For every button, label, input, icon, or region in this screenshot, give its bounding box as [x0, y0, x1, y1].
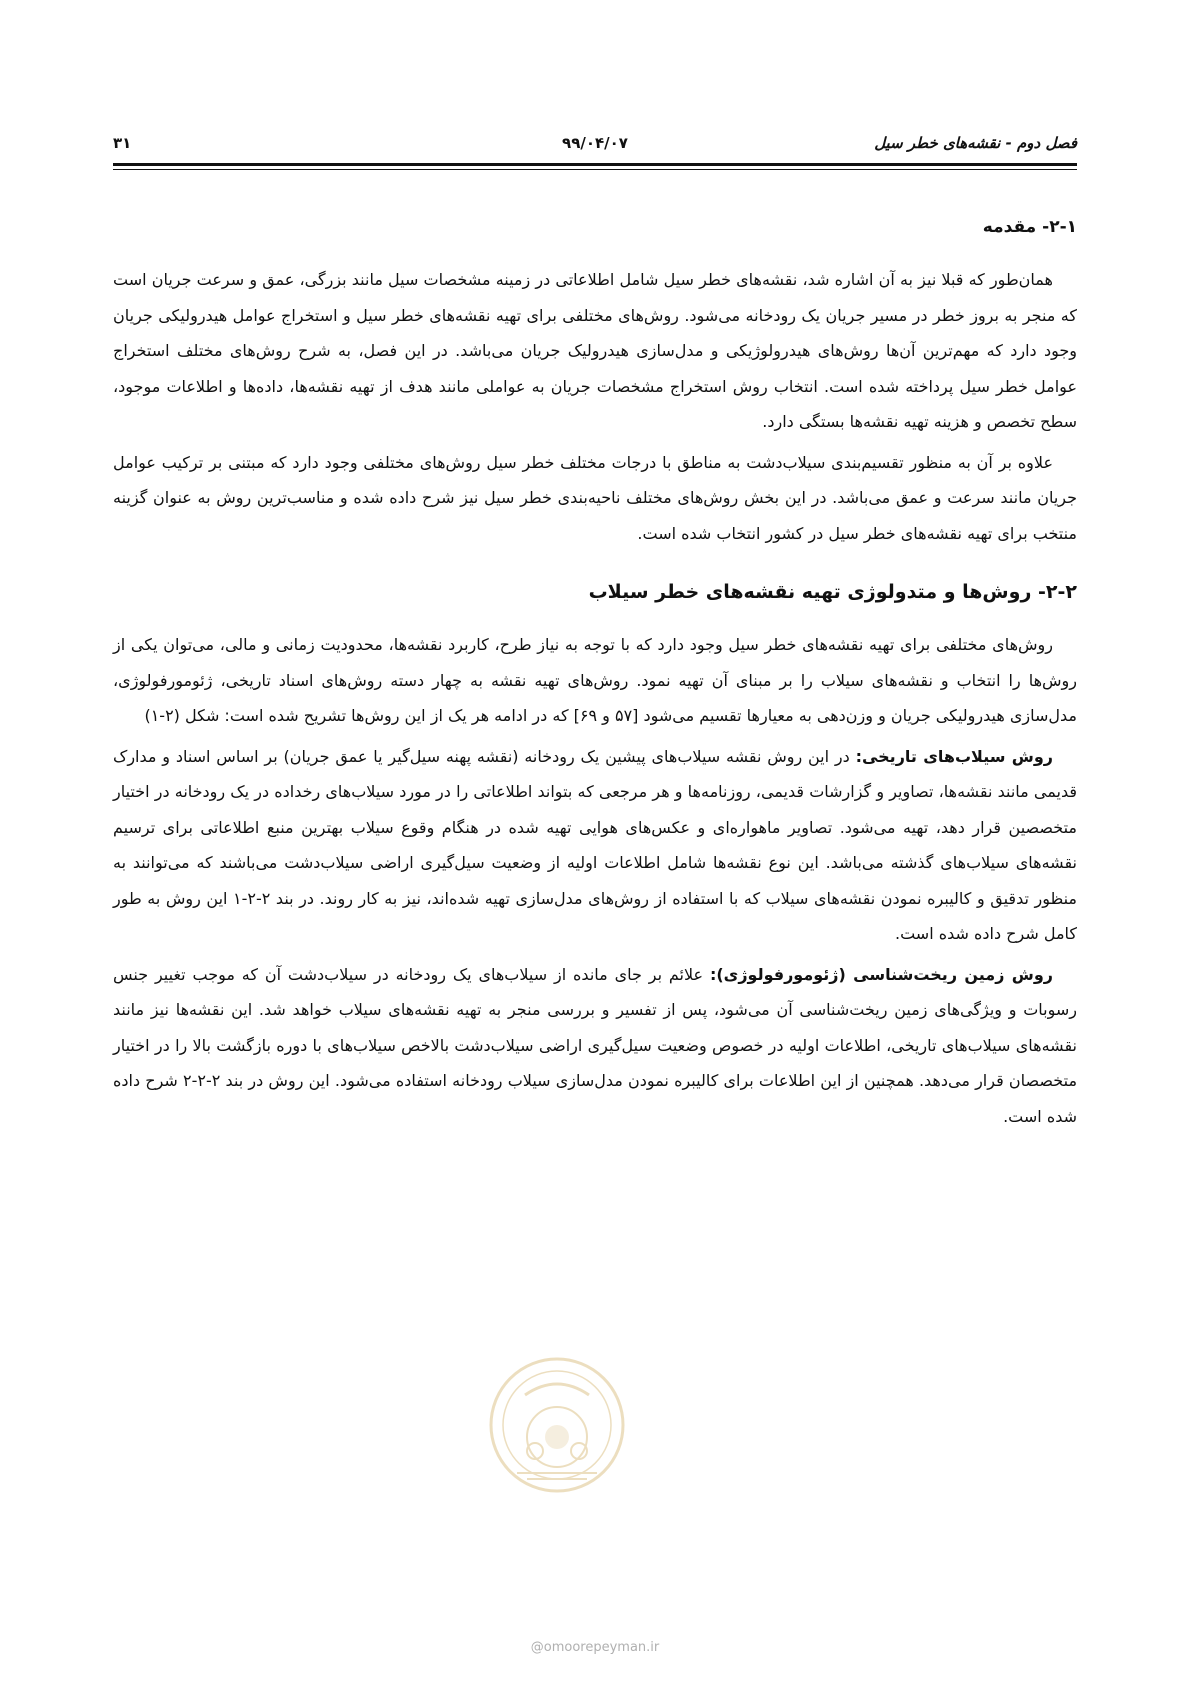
page-number: ۳۱	[113, 134, 132, 152]
paragraph: همان‌طور که قبلا نیز به آن اشاره شد، نقشه‌های خطر سیل شامل اطلاعاتی در زمینه مشخصات سیل مانند بزرگی، عمق و سرعت جریان است که منجر به بروز خطر در مسیر جریان یک رودخانه می‌شود. روش‌های مختلفی برای تهیه نقشه‌های خطر سیل و استخراج عوامل هیدرولیکی جریان وجود دارد که مهم‌ترین آن‌ها روش‌های هیدرولوژیکی و مدل‌سازی هیدرولیک جریان می‌باشد. در این فصل، به شرح روش‌های مختلف استخراج عوامل خطر سیل پرداخته شده است. انتخاب روش استخراج مشخصات جریان به عواملی مانند هدف از تهیه نقشه‌ها، داده‌ها و اطلاعات موجود، سطح تخصص و هزینه تهیه نقشه‌ها بستگی دارد.	[113, 270, 1077, 431]
paragraph-text: علائم بر جای مانده از سیلاب‌های یک رودخانه در سیلاب‌دشت آن که موجب تغییر جنس رسوبات و ویژگی‌های زمین ریخت‌شناسی آن می‌شود، پس از تفسیر و بررسی منجر به تهیه نقشه‌های سیلاب خواهد شد. این نقشه‌ها نیز مانند نقشه‌های سیلاب‌های تاریخی، اطلاعات اولیه در خصوص وضعیت سیل‌گیری اراضی سیلاب‌دشت بالاخص سیلاب‌های با دوره بازگشت بالا را در اختیار متخصصان قرار می‌دهد. همچنین از این اطلاعات برای کالیبره نمودن مدل‌سازی سیلاب رودخانه استفاده می‌شود. این روش در بند ۲-۲-۲ شرح داده شده است.	[113, 964, 1078, 1126]
paragraph-historical	[113, 739, 1077, 952]
section-title-intro: ۲-۱- مقدمه	[982, 217, 1077, 237]
paragraph-geomorphology	[113, 957, 1077, 1135]
header-rule-thin	[113, 169, 1077, 170]
paragraph: علاوه بر آن به منظور تقسیم‌بندی سیلاب‌دشت به مناطق با درجات مختلف خطر سیل روش‌های مختلفی وجود دارد که مبتنی بر ترکیب عوامل جریان مانند سرعت و عمق می‌باشد. در این بخش روش‌های مختلف ناحیه‌بندی خطر سیل نیز شرح داده شده و مناسب‌ترین روش به عنوان گزینه منتخب برای تهیه نقشه‌های خطر سیل در کشور انتخاب شده است.	[113, 452, 1077, 543]
chapter-title: فصل دوم - نقشه‌های خطر سیل	[874, 134, 1077, 152]
page-header	[113, 128, 1077, 158]
page-body	[113, 212, 1077, 1139]
paragraph: روش‌های مختلفی برای تهیه نقشه‌های خطر سیل وجود دارد که با توجه به نیاز طرح، کاربرد نقشه‌ها، محدودیت زمانی و مالی، می‌توان یکی از روش‌ها را انتخاب و نقشه‌های سیلاب را بر مبنای آن تهیه نمود. روش‌های تهیه نقشه به چهار دسته روش‌های اسناد تاریخی، ژئومورفولوژی، مدل‌سازی هیدرولیکی جریان و وزن‌دهی به معیارها تقسیم می‌شود [۵۷ و ۶۹] که در ادامه هر یک از این روش‌ها تشریح شده است: شکل (۲-۱)	[113, 635, 1077, 725]
header-rule-thick	[113, 163, 1077, 166]
watermark-url: @omoorepeyman.ir	[530, 1640, 660, 1655]
paragraph-text: در این روش نقشه سیلاب‌های پیشین یک رودخانه (نقشه پهنه سیل‌گیر یا عمق جریان) بر اساس اسناد و مدارک قدیمی مانند نقشه‌ها، تصاویر و گزارشات قدیمی، روزنامه‌ها و هر مرجعی که بتواند اطلاعاتی را در مورد سیلاب‌های رخداده در یک رودخانه در اختیار متخصصین قرار دهد، تهیه می‌شود. تصاویر ماهواره‌ای و عکس‌های هوایی تهیه شده در هنگام وقوع سیلاب بهترین منبع اطلاعاتی برای ترسیم نقشه‌های سیلاب‌های گذشته می‌باشد. این نوع نقشه‌ها شامل اطلاعات اولیه از وضعیت سیل‌گیری اراضی سیلاب‌دشت می‌باشند که می‌توانند به منظور تدقیق و کالیبره نمودن نقشه‌های سیلاب که با استفاده از روش‌های مدل‌سازی تهیه شده‌اند، نیز به کار روند. در بند ۲-۲-۱ این روش به طور کامل شرح داده شده است.	[113, 746, 1077, 943]
header-date: ۹۹/۰۴/۰۷	[562, 134, 628, 152]
watermark-seal-icon	[487, 1355, 627, 1495]
section-title-methods: ۲-۲- روش‌ها و متدولوژی تهیه نقشه‌های خطر سیلاب	[588, 581, 1077, 603]
term-historical: روش سیلاب‌های تاریخی:	[855, 746, 1054, 766]
term-geomorphology: روش زمین ریخت‌شناسی (ژئومورفولوژی):	[709, 964, 1054, 984]
